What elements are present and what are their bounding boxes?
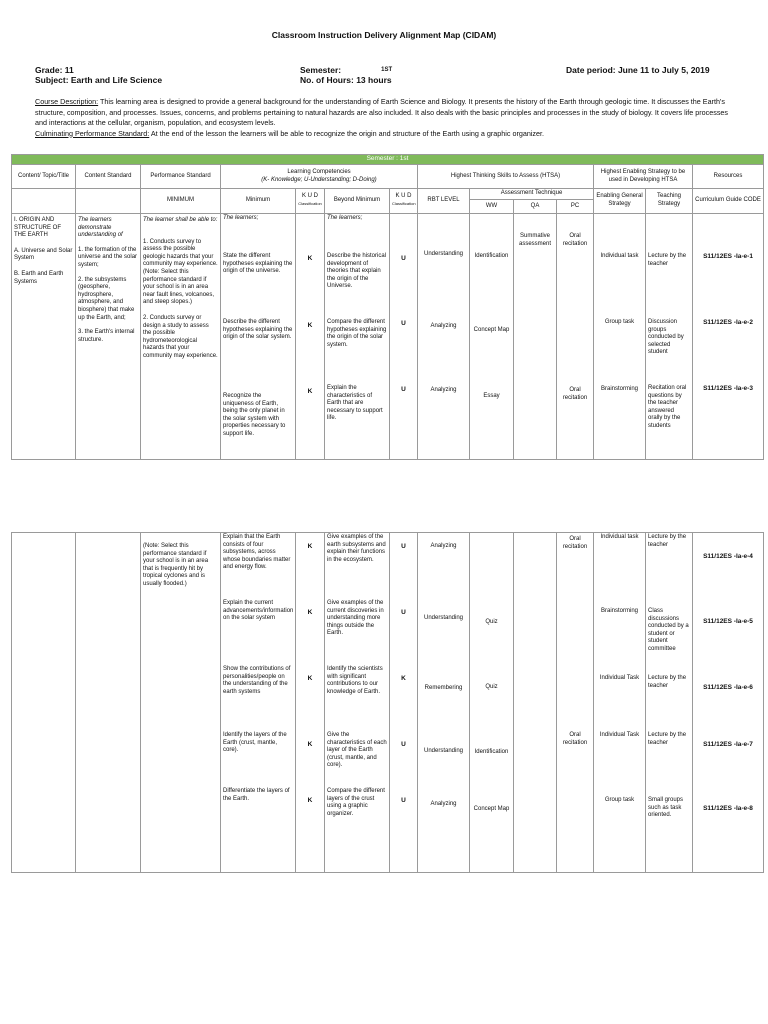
header-teaching-strategy: Teaching Strategy — [646, 189, 693, 214]
teaching-strategy-cell — [646, 214, 693, 460]
hours-label: No. of Hours: 13 hours — [300, 75, 392, 85]
content-standard-cell — [76, 214, 141, 460]
header-beyond-minimum: Beyond Minimum — [325, 189, 390, 214]
kud-4: K — [307, 543, 313, 550]
kud2-5: U — [401, 609, 406, 616]
header-resources: Resources — [693, 165, 764, 189]
beyond-minimum-cell-2 — [325, 533, 390, 873]
header-ww: WW — [470, 200, 514, 214]
ps-intro: The learner shall be able to: — [143, 217, 218, 223]
header-kud-2: K U D Classification — [390, 189, 418, 214]
kud-cell — [296, 214, 325, 460]
grade-label: Grade: 11 — [35, 65, 74, 75]
rbt-1: Understanding — [423, 251, 464, 257]
cg-code-4: S11/12ES -Ia-e-4 — [703, 553, 753, 560]
ps-item-2: 2. Conducts survey or design a study to assess the possible hydrometeorological hazards that your community may experience. — [143, 314, 218, 359]
ts-4: Lecture by the teacher — [648, 534, 687, 548]
course-description-text: This learning area is designed to provide a general background for the understanding of Earth Science and Biology. It presents the history of the Earth through geologic time. It discusses the Earth's structure, composition, and processes. Issues, concerns, and problems pertaining to natural hazards are also included. It also deals with the basic principles and processes in the study of biology. It covers life processes and interactions at the cellular, organism, population, and ecosystem levels. — [35, 97, 729, 127]
beyond-competency-7: Give the characteristics of each layer of the Earth (crust, mantle, and core). — [327, 732, 387, 769]
eg-4: Individual task — [600, 534, 639, 540]
cidam-table-2 — [11, 532, 764, 873]
ww-cell — [470, 214, 514, 460]
header-enabling-strategy: Enabling General Strategy — [594, 189, 646, 214]
qa-cell — [514, 214, 557, 460]
cg-code-cell-2 — [693, 533, 764, 873]
beyond-competency-8: Compare the different layers of the crust using a graphic organizer. — [327, 788, 385, 817]
rbt-3: Analyzing — [430, 387, 457, 393]
rbt-8: Analyzing — [430, 801, 457, 807]
ww-5: Quiz — [485, 619, 498, 625]
kud-cell-2 — [296, 533, 325, 873]
minimum-cell-2 — [221, 533, 296, 873]
ts-6: Lecture by the teacher — [648, 675, 687, 689]
cs-intro: The learners demonstrate understanding of — [78, 217, 123, 239]
ts-2: Discussion groups conducted by selected student — [648, 319, 684, 356]
semester-value: 1ST — [381, 67, 393, 73]
performance-standard-cell — [141, 214, 221, 460]
cidam-table-1 — [11, 154, 764, 460]
course-description-label: Course Description: — [35, 97, 99, 106]
cg-code-3: S11/12ES -Ia-e-3 — [703, 385, 753, 392]
header-kud-sub-2: Classification — [392, 201, 416, 206]
ww-1: Identification — [474, 253, 509, 259]
kud2-cell — [390, 214, 418, 460]
cg-code-8: S11/12ES -Ia-e-8 — [703, 805, 753, 812]
qa-1: Summative assessment — [518, 233, 551, 247]
pc-1: Oral recitation — [562, 233, 588, 247]
min-intro: The learners; — [223, 215, 259, 221]
cg-code-2: S11/12ES -Ia-e-2 — [703, 319, 753, 326]
cs-item-2: 2. the subsystems (geosphere, hydrosphere, atmosphere, and biosphere) that make up the Earth, and; — [78, 276, 135, 321]
course-description — [35, 97, 735, 139]
eg-8: Group task — [604, 797, 635, 803]
kud2-8: U — [401, 797, 406, 804]
header-minimum: Minimum — [221, 189, 296, 214]
header-performance-standard: Performance Standard — [141, 165, 221, 189]
min-competency-8: Differentiate the layers of the Earth. — [223, 788, 290, 802]
cg-code-cell — [693, 214, 764, 460]
header-hesa: Highest Enabling Strategy to be used in Developing HTSA — [594, 165, 693, 189]
beyond-competency-5: Give examples of the current discoveries in understanding more things outside the Earth. — [327, 600, 384, 637]
ww-2: Concept Map — [473, 327, 510, 333]
eg-3: Brainstorming — [600, 386, 638, 392]
header-assessment-technique: Assessment Technique — [470, 189, 594, 200]
cg-code-5: S11/12ES -Ia-e-5 — [703, 618, 753, 625]
min-competency-4: Explain that the Earth consists of four subsystems, across whose boundaries matter and energy flow. — [223, 534, 291, 571]
kud2-7: U — [401, 741, 406, 748]
beyond-competency-1: Describe the historical development of theories that explain the origin of the Universe. — [327, 253, 387, 290]
ww-3: Essay — [483, 393, 500, 399]
eg-6: Individual Task — [599, 675, 640, 681]
eg-7: Individual Task — [599, 732, 640, 738]
table-row — [12, 533, 764, 873]
culminating-standard-text: At the end of the lesson the learners will be able to recognize the origin and structure of the Earth using a graphic organizer. — [149, 128, 545, 138]
content-topic-b: B. Earth and Earth Systems — [14, 270, 64, 285]
ts-1: Lecture by the teacher — [648, 253, 687, 267]
ww-8: Concept Map — [473, 806, 510, 812]
kud-6: K — [307, 675, 313, 682]
kud2-2: U — [401, 320, 406, 327]
min-competency-3: Recognize the uniqueness of Earth, being the only planet in the solar system with properties necessary to support life. — [223, 393, 286, 437]
kud-1: K — [307, 255, 313, 262]
semester-label: Semester: $^{1ST}$ — [300, 65, 393, 75]
beyond-competency-2: Compare the different hypotheses explaining the origin of the solar system. — [327, 319, 387, 348]
rbt-2: Analyzing — [430, 323, 457, 329]
kud-8: K — [307, 797, 313, 804]
header-content-standard: Content Standard — [76, 165, 141, 189]
kud-7: K — [307, 741, 313, 748]
cs-item-1: 1. the formation of the universe and the solar system; — [78, 246, 138, 268]
min-competency-1: State the different hypotheses explaining the origin of the universe. — [223, 253, 293, 275]
kud2-6: K — [401, 675, 406, 682]
kud2-3: U — [401, 386, 406, 393]
header-htsa: Highest Thinking Skills to Assess (HTSA) — [418, 165, 594, 189]
rbt-6: Remembering — [424, 685, 463, 691]
kud-2: K — [307, 322, 313, 329]
header-blank-1 — [12, 189, 76, 214]
rbt-cell-2 — [418, 533, 470, 873]
enabling-strategy-cell — [594, 214, 646, 460]
eg-2: Group task — [604, 319, 635, 325]
kud2-cell-2 — [390, 533, 418, 873]
subject-label: Subject: Earth and Life Science — [35, 75, 163, 85]
ts-7: Lecture by the teacher — [648, 732, 687, 746]
pc-4: Oral recitation — [562, 536, 588, 550]
content-topic-a: A. Universe and Solar System — [14, 247, 73, 262]
header-learning-competencies: Learning Competencies (K- Knowledge; U-Understanding; D-Doing) — [221, 165, 418, 189]
ww-cell-2 — [470, 533, 514, 873]
eg-5: Brainstorming — [600, 608, 638, 614]
pc-3: Oral recitation — [562, 387, 588, 401]
beyond-competency-6: Identify the scientists with significant contributions to our knowledge of Earth. — [327, 666, 383, 695]
semester-banner: Semester : 1st — [12, 155, 764, 165]
pc-cell-2 — [557, 533, 594, 873]
content-topic-cell-2 — [12, 533, 76, 873]
rbt-4: Analyzing — [430, 543, 457, 549]
cg-code-6: S11/12ES -Ia-e-6 — [703, 684, 753, 691]
content-standard-cell-2 — [76, 533, 141, 873]
rbt-cell — [418, 214, 470, 460]
ts-5: Class discussions conducted by a student or student committee — [648, 608, 689, 652]
header-rbt-level: RBT LEVEL — [418, 189, 470, 214]
rbt-7: Understanding — [423, 748, 464, 754]
header-blank-2 — [76, 189, 141, 214]
header-cg-code: Curriculum Guide CODE — [693, 189, 764, 214]
kud2-4: U — [401, 543, 406, 550]
cg-code-7: S11/12ES -Ia-e-7 — [703, 741, 753, 748]
min-competency-5: Explain the current advancements/information on the solar system — [223, 600, 294, 622]
beyond-intro: The learners; — [327, 215, 363, 221]
ps-note: (Note: Select this performance standard if your school is in an area that is frequently hit by tropical cyclones and is usually flooded.) — [143, 543, 209, 587]
culminating-standard-label: Culminating Performance Standard: — [35, 128, 150, 138]
header-qa: QA — [514, 200, 557, 214]
performance-standard-cell-2 — [141, 533, 221, 873]
min-competency-2: Describe the different hypotheses explaining the origin of the solar system. — [223, 319, 293, 341]
pc-7: Oral recitation — [562, 732, 588, 746]
kud-3: K — [307, 388, 313, 395]
ps-item-1: 1. Conducts survey to assess the possible geologic hazards that your community may experience. (Note: Select this performance standard if your school is in an area near fault lines, volcanoes, and steep slopes.) — [143, 238, 218, 306]
ts-3: Recitation oral questions by the teacher answered orally by the students — [648, 385, 687, 429]
beyond-competency-4: Give examples of the earth subsystems and explain their functions in the ecosystem. — [327, 534, 386, 563]
eg-1: Individual task — [600, 253, 639, 259]
header-kud: K U D Classification — [296, 189, 325, 214]
header-kud-sub: Classification — [298, 201, 322, 206]
teaching-strategy-cell-2 — [646, 533, 693, 873]
pc-cell — [557, 214, 594, 460]
kud-5: K — [307, 609, 313, 616]
ww-6: Quiz — [485, 684, 498, 690]
date-period: Date period: June 11 to July 5, 2019 — [566, 65, 710, 75]
cs-item-3: 3. the Earth's internal structure. — [78, 329, 135, 343]
beyond-minimum-cell — [325, 214, 390, 460]
kud2-1: U — [401, 255, 406, 262]
table-row — [12, 214, 764, 460]
cg-code-1: S11/12ES -Ia-e-1 — [703, 253, 753, 260]
document-title: Classroom Instruction Delivery Alignment Map (CIDAM) — [271, 30, 497, 40]
minimum-cell — [221, 214, 296, 460]
qa-cell-2 — [514, 533, 557, 873]
min-competency-7: Identify the layers of the Earth (crust, mantle, core). — [223, 732, 287, 754]
content-topic-cell: I. ORIGIN AND STRUCTURE OF THE EARTH A. Universe and Solar System B. Earth and Earth Systems — [12, 214, 76, 460]
beyond-competency-3: Explain the characteristics of Earth that are necessary to support life. — [327, 385, 383, 422]
min-competency-6: Show the contributions of personalities/people on the understanding of the earth systems — [223, 666, 291, 695]
header-content: Content/ Topic/Title — [12, 165, 76, 189]
header-minimum-caps: MINIMUM — [141, 189, 221, 214]
ww-7: Identification — [474, 749, 509, 755]
enabling-strategy-cell-2 — [594, 533, 646, 873]
header-pc: PC — [557, 200, 594, 214]
rbt-5: Understanding — [423, 615, 464, 621]
header-lc-legend: (K- Knowledge; U-Understanding; D-Doing) — [261, 176, 377, 183]
ts-8: Small groups such as task oriented. — [648, 797, 684, 819]
